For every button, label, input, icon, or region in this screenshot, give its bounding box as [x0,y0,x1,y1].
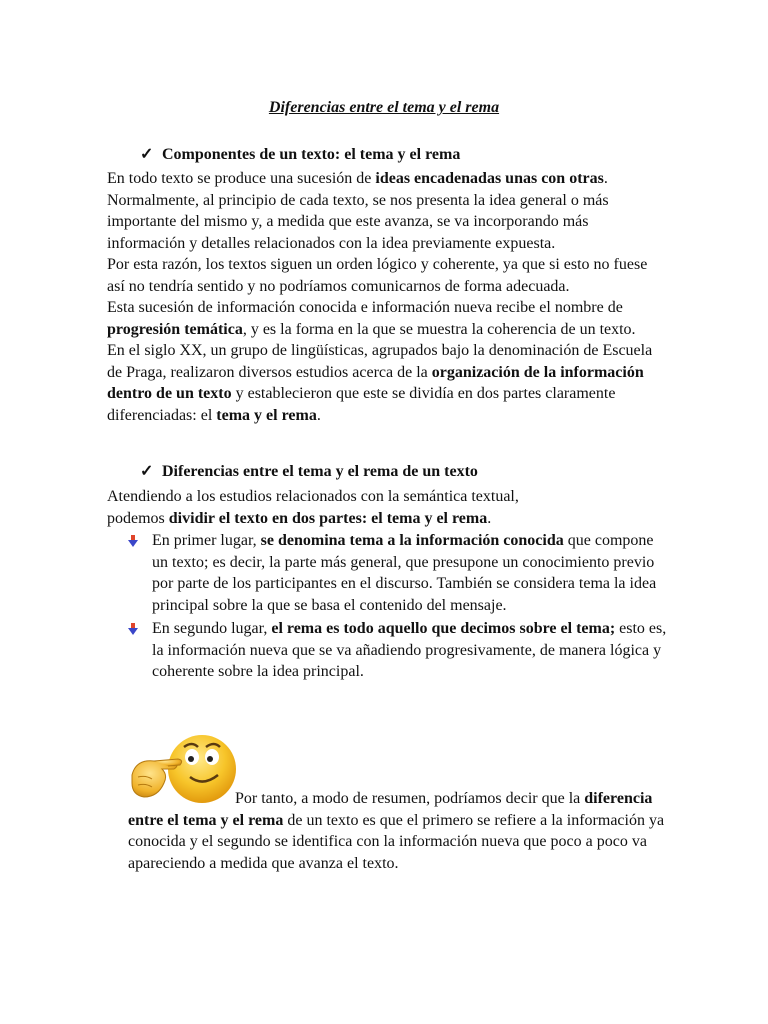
list-item [128,618,668,683]
text-run: de un texto es que el primero se refiere a la información ya conocida y el segundo se identifica con la información nueva que poco a poco va apareciendo a medida que avanza el texto. [128,811,665,872]
text-run: , y es la forma en la que se muestra la coherencia de un texto. [242,320,636,338]
paragraph [107,297,667,340]
text-run: . Normalmente, al principio de cada texto, se nos presenta la idea general o más importante del mismo y, a medida que este avanza, se va incorporando más información y detalles relacionados con la idea previamente expuesta. [107,170,609,252]
paragraph [128,788,668,874]
text-run: y establecieron que este se dividía en dos partes claramente diferenciadas: el [107,385,616,424]
text-run: Por tanto, a modo de resumen, podríamos decir que la [235,790,585,807]
paragraph [107,168,667,254]
bold-text: el rema es todo aquello que decimos sobre el tema; [271,620,616,637]
paragraph [107,340,667,426]
bold-text: se denomina tema a la información conocida [260,532,564,549]
section-heading-diferencias [140,461,478,483]
arrow-bullet-icon [128,623,138,635]
summary-paragraph [128,788,668,874]
check-icon: ✓ [140,463,154,480]
document-title: Diferencias entre el tema y el rema [268,99,500,116]
check-icon: ✓ [140,146,154,163]
text-run: . [316,406,321,424]
bold-text: tema y el rema [216,406,317,424]
bold-text: organización de la información dentro de un texto [107,363,644,402]
text-run: En todo texto se produce una sucesión de [107,170,376,187]
section-heading-componentes [140,144,460,166]
section2-intro [107,486,577,529]
arrow-bullet-icon [128,535,138,547]
text-run: En segundo lugar, [152,620,272,637]
text-run: Atendiendo a los estudios relacionados con la semántica textual, podemos [107,488,519,527]
text-run: . [487,509,492,527]
section1-body [107,168,667,426]
text-run: En el siglo XX, un grupo de lingüísticas, agrupados bajo la denominación de Escuela de Praga, realizaron diversos estudios acerca de la [107,342,653,381]
text-run: esto es, la información nueva que se va añadiendo progresivamente, de manera lógica y coherente sobre la idea principal. [152,620,667,680]
bullet-list [128,530,668,685]
paragraph [107,486,577,529]
section-heading-text: Diferencias entre el tema y el rema de un texto [162,463,478,480]
bold-text: progresión temática [107,320,243,338]
text-run: Esta sucesión de información conocida e información nueva recibe el nombre de [107,299,623,316]
bold-text: ideas encadenadas unas con otras [375,170,604,187]
bold-text: dividir el texto en dos partes: el tema y el rema [168,509,488,527]
section-heading-text: Componentes de un texto: el tema y el rema [162,146,461,163]
bold-text: diferencia entre el tema y el rema [128,790,653,829]
list-item [128,530,668,616]
text-run: En primer lugar, [152,532,261,549]
text-run: que compone un texto; es decir, la parte más general, que presupone un conocimiento previo por parte de los participantes en el discurso. También se considera tema la idea principal sobre la que se basa el contenido del mensaje. [152,532,657,614]
paragraph: Por esta razón, los textos siguen un orden lógico y coherente, ya que si esto no fuese así no tendría sentido y no podríamos comunicarnos de forma adecuada. [107,256,648,295]
